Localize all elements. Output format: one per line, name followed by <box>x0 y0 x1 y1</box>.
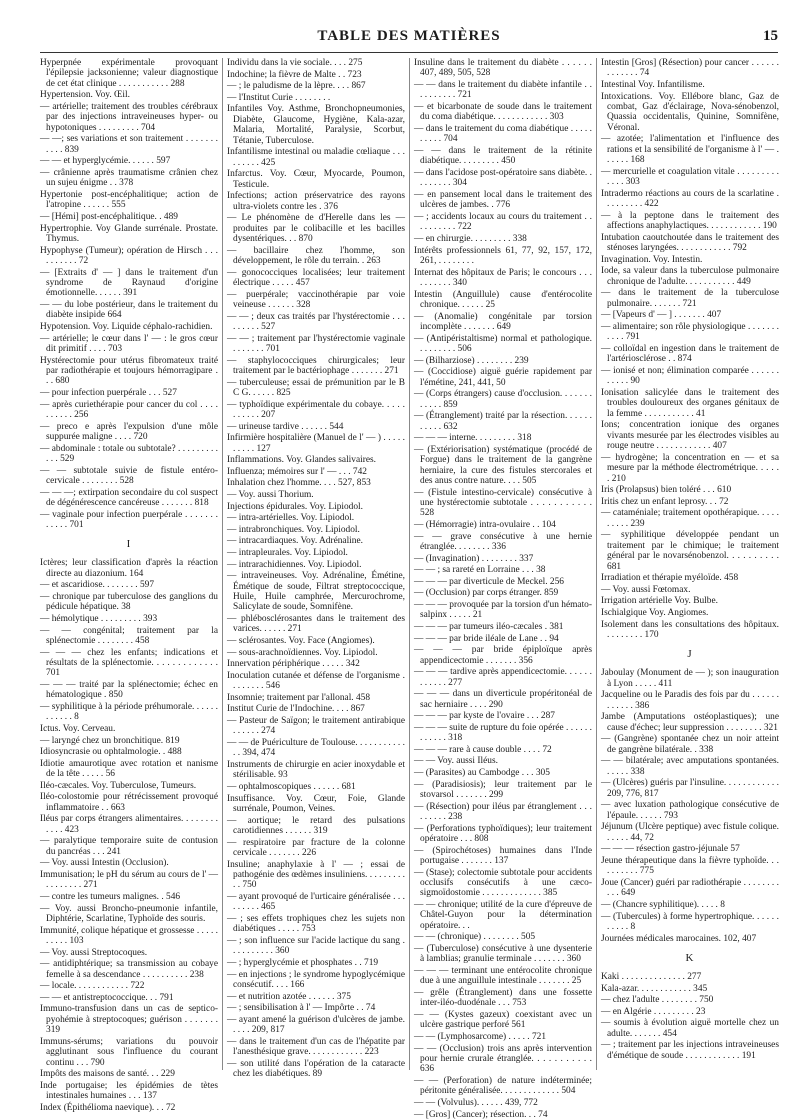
index-entry: Institut Curie de l'Indochine. . . . 867 <box>227 704 365 715</box>
index-entry: Inflammations. Voy. Glandes salivaires. <box>227 455 377 466</box>
index-entry: — artérielle; traitement des troubles cérébraux par des injections intraveineuses hyper- ou hypotoniques . . . . . . . . . 704 <box>40 102 218 133</box>
index-entry: Index (Épithélioma naevique). . . 72 <box>40 1102 176 1113</box>
index-entry: Inde portugaise; les épidémies de tètes intestinales humaines . . . 137 <box>40 1080 218 1102</box>
index-entry: Jacqueline ou le Paradis des fois par du . . . . . . . . . . . . 386 <box>601 690 779 711</box>
index-entry: — soumis à évolution aiguë mortelle chez un adulte. . . . . . . 454 <box>601 1018 779 1039</box>
index-entry: — paralytique temporaire suite de contusion du pancréas . . . 241 <box>40 836 218 857</box>
index-entry: — Pasteur de Saïgon; le traitement antirabique . . . . . . 274 <box>227 715 405 737</box>
index-entry: Idiotie amaurotique avec rotation et nanisme de la tête . . . . . 56 <box>40 758 218 780</box>
index-entry: Influenza; mémoires sur l' — . . . 742 <box>227 466 367 477</box>
index-entry: — (Tubercules) à forme hypertrophique. . . . . . . . . . . 8 <box>601 911 779 932</box>
index-entry: — (Invagination) . . . . . . . . 337 <box>414 553 534 564</box>
index-entry: Idiosyncrasie ou ophtalmologie. . 488 <box>40 747 182 758</box>
index-entry: Ionisation salicylée dans le traitement des troubles douloureux des organes génitaux de la femme . . . . . . . . . . . 41 <box>601 388 779 419</box>
index-entry: Insomnie; traitement par l'allonal. 458 <box>227 692 371 703</box>
index-entry: — — dans le traitement de la rétinite diabétique. . . . . . . . . 450 <box>414 146 592 167</box>
index-entry: — dans le traitement d'un cas de l'hépatite par l'anesthésique grave. . . . . . . . . . . . 223 <box>227 1036 405 1058</box>
index-entry: Internat des hôpitaux de Paris; le concours . . . . . . . . . . 340 <box>414 267 592 288</box>
index-entry: — — du lobe postérieur, dans le traitement du diabète insipide 664 <box>40 300 218 321</box>
index-entry: — chronique par tuberculose des ganglions du pédicule hépatique. 38 <box>40 592 218 613</box>
index-entry: — (Tuberculose) consécutive à une dysenterie à lamblias; granulie terminale . . . . . . . 360 <box>414 943 592 965</box>
index-entry: — — grave consécutive à une hernie étranglée. . . . . . . . 336 <box>414 531 592 552</box>
index-entry: Ischialgique Voy. Angiomes. <box>601 608 709 618</box>
index-entry: — (Hémorragie) intra-ovulaire . . 104 <box>414 520 556 530</box>
section-letter: J <box>687 648 693 661</box>
index-entry: Ions; concentration ionique des organes vivants mesurée par les électrodes visibles au rouge neutre . . . . . . . . . . . . 407 <box>601 420 779 452</box>
index-entry: — — (Lymphosarcome) . . . . . 721 <box>414 1031 547 1042</box>
index-column-3 <box>414 58 592 1120</box>
index-entry: — — — tardive après appendicectomie. . . . . . . . . . . . 277 <box>414 667 592 688</box>
index-entry: Hypophyse (Tumeur); opération de Hirsch . . . . . . . . . . 72 <box>40 245 218 266</box>
index-entry: — — subtotale suivie de fistule entéro-cervicale . . . . . . . . 528 <box>40 465 218 486</box>
index-entry: — vaginale pour infection puerpérale . . . . . . . . . . . . 701 <box>40 509 218 530</box>
index-entry: — Voy. aussi Fœtomax. <box>601 584 691 595</box>
index-entry: — et ascaridiose. . . . . . . . 597 <box>40 580 155 591</box>
index-entry: Insuline dans le traitement du diabète . . . . . . 407, 489, 505, 528 <box>414 58 592 79</box>
index-entry: — — — provoquée par la torsion d'un hémato-salpinx . . . . . 21 <box>414 599 592 621</box>
index-entry: — dans l'acidose post-opératoire sans diabète. . . . . . . . . 304 <box>414 168 592 189</box>
index-entry: — — — interne. . . . . . . . . 318 <box>414 433 532 444</box>
index-entry: — cataméniale; traitement opothérapique. . . . . . . . . . 239 <box>601 508 779 529</box>
index-entry: — ; sensibilisation à l' — Impôrte . . 74 <box>227 1003 376 1014</box>
index-entry: — intraveineuses. Voy. Adrénaline, Émétine, Émétique de soude, Filtrat streptococcique, Huile, Huile camphrée, Mercurochrome, Salicylate de soude, Somnifène. <box>227 571 405 613</box>
index-entry: — — — chez les enfants; indications et résultats de la splénectomie. . . . . . . . . . . . . 701 <box>40 647 218 679</box>
index-entry: — en injections ; le syndrome hypoglycémique consécutif. . . . 166 <box>227 969 405 990</box>
index-entry: — en Algérie . . . . . . . . . 23 <box>601 1006 706 1017</box>
index-entry: — preco e après l'expulsion d'une môle suppurée maligne . . . . 720 <box>40 421 218 442</box>
index-entry: — typhoïdique expérimentale du cobaye. . . . . . . . . . . 207 <box>227 399 405 420</box>
index-entry: — mercurielle et coagulation vitale . . . . . . . . . . . . . 303 <box>601 166 779 188</box>
index-entry: Infantilisme intestinal ou maladie cœliaque . . . . . . . . . 425 <box>227 147 405 168</box>
index-entry: Irrigation artérielle Voy. Bulbe. <box>601 596 718 607</box>
index-entry: Invagination. Voy. Intestin. <box>601 254 703 265</box>
index-entry: Iléus par corps étrangers alimentaires. . . . . . . . . . . . 423 <box>40 814 218 835</box>
index-entry: — — ; sa rareté en Lorraine . . . 38 <box>414 565 546 576</box>
index-entry: — sous-arachnoïdiennes. Voy. Lipiodol. <box>227 647 378 658</box>
index-entry: Inoculation cutanée et défense de l'organisme . . . . . . . . 546 <box>227 670 405 692</box>
index-entry: — — ; deux cas traités par l'hystérectomie . . . . . . . . . 527 <box>227 311 405 332</box>
index-entry: — puerpérale; vaccinothérapie par voie veineuse . . . . . . 328 <box>227 289 405 310</box>
index-entry: — ophtalmoscopiques . . . . . . 681 <box>227 781 356 792</box>
index-entry: — — ; traitement par l'hystérectomie vaginale . . . . . . . 701 <box>227 333 405 354</box>
index-entry: Kala-azar. . . . . . . . . . . . 345 <box>601 983 708 994</box>
index-entry: Instruments de chirurgie en acier inoxydable et stérilisable. 93 <box>227 759 405 781</box>
index-entry: — staphylococciques chirurgicales; leur traitement par le bactériophage . . . . . . . 271 <box>227 355 405 376</box>
index-entry: — syphilitique à la période préhumorale. . . . . . . . . . . . 8 <box>40 702 218 723</box>
index-entry: — — — par bride iléale de Lane . . 94 <box>414 633 559 644</box>
index-entry: Iode, sa valeur dans la tuberculose pulmonaire chronique de l'adulte. . . . . . . . . . . 449 <box>601 266 779 287</box>
index-entry: Jéjunum (Ulcère peptique) avec fistule colique. . . . . . 44, 72 <box>601 822 779 843</box>
index-entry: Hypertension. Voy. Œil. <box>40 90 130 101</box>
index-entry: Insuffisance. Voy. Cœur, Foie, Glande surrénale, Poumon, Veines. <box>227 793 405 814</box>
index-entry: — — de Puériculture de Toulouse. . . . . . . . . . . . . 394, 474 <box>227 737 405 759</box>
index-entry: — ayant provoqué de l'urticaire généralisée . . . . . . . . . 465 <box>227 891 405 913</box>
index-entry: Intérêts professionnels 61, 77, 92, 157, 172, 261, . . . . . . . . <box>414 245 592 266</box>
index-entry: Ictus. Voy. Cerveau. <box>40 724 116 734</box>
index-entry: — artérielle; le cœur dans l' — : le gros cœur dit primitif . . . . 703 <box>40 333 218 354</box>
index-entry: Immunisation; le pH du sérum au cours de l' — . . . . . . . . 271 <box>40 869 218 891</box>
index-entry: Iléo-colostomie pour rétrécissement provoqué inflammatoire . . 663 <box>40 792 218 813</box>
index-entry: — — —; extirpation secondaire du col suspect de dégénérescence cancéreuse . . . . . . . 818 <box>40 487 218 508</box>
index-column-2 <box>227 58 405 1080</box>
index-entry: — (Perforations typhoïdiques); leur traitement opératoire . . . 808 <box>414 823 592 844</box>
index-entry: — — (Perforation) de nature indéterminée; péritonite généralisée. . . . . . . . . . . . . 504 <box>414 1075 592 1097</box>
index-entry: Infarctus. Voy. Cœur, Myocarde, Poumon, Testicule. <box>227 169 405 190</box>
index-entry: — Voy. aussi Streptocoques. <box>40 947 148 958</box>
index-entry: — ; traitement par les injections intraveineuses d'émétique de soude . . . . . . . . . . . . 191 <box>601 1040 779 1061</box>
index-entry: Intubation caoutchoutée dans le traitement des sténoses laryngées. . . . . . . . . . . . 792 <box>601 232 779 254</box>
index-entry: — ; son influence sur l'acide lactique du sang . . . . . . . . . . 360 <box>227 935 405 957</box>
index-entry: — (Stase); colectomie subtotale pour accidents occlusifs consécutifs à une cæco-sigmoïdostomie . . . . . . . . . . . . . 385 <box>414 867 592 899</box>
section-letter: K <box>685 952 695 964</box>
index-entry: Hypertrophie. Voy Glande surrénale. Prostate. Thymus. <box>40 223 218 244</box>
index-column-4 <box>601 58 779 1070</box>
index-entry: — —; ses variations et son traitement . . . . . . . . . . . 839 <box>40 134 218 155</box>
index-entry: Indochine; la fièvre de Malte . . 723 <box>227 69 362 80</box>
index-entry: Hypotension. Voy. Liquide céphalo-rachidien. <box>40 322 213 332</box>
index-entry: — (Bilharziose) . . . . . . . . 239 <box>414 355 529 366</box>
index-entry: — (Coccidiose) aiguë guérie rapidement par l'émétine, 241, 441, 50 <box>414 367 592 388</box>
index-entry: — (Extériorisation) systématique (procédé de Forgue) dans le traitement de la gangrène herniaire, la cure des fistules stercorales et des anus contre nature. . . . 505 <box>414 444 592 486</box>
index-entry: Immuno-transfusion dans un cas de septico-pyohémie à streptocoques; guérison . . . . . . . 319 <box>40 1004 218 1036</box>
index-entry: Ictères; leur classification d'après la réaction directe au diazonium. 164 <box>40 558 218 579</box>
index-entry: — (Étranglement) traité par la résection. . . . . . . . . . . 632 <box>414 411 592 432</box>
index-entry: — — dans le traitement du diabète infantile . . . . . . . . . . 721 <box>414 80 592 101</box>
index-entry: — sclérosantes. Voy. Face (Angiomes). <box>227 635 375 646</box>
index-entry: Immuns-sérums; variations du pouvoir agglutinant sous l'influence du courant continu . . . 790 <box>40 1036 218 1068</box>
index-entry: — syphilitique développée pendant un traitement par le chimique; le traitement général par le novarsénobenzol. . . . . . . . . . 681 <box>601 530 779 572</box>
index-entry: — — et antistreptococcique. . . 791 <box>40 992 174 1003</box>
index-entry: — ionisé et non; élimination comparée . . . . . . . . . . . 90 <box>601 366 779 387</box>
index-column-1 <box>40 58 218 1113</box>
index-entry: — Voy. aussi Intestin (Occlusion). <box>40 858 169 869</box>
index-entry: — ; le paludisme de la lèpre. . . . 867 <box>227 81 366 92</box>
index-entry: — intrarachidiennes. Voy. Lipiodol. <box>227 559 362 570</box>
index-entry: — ; ses effets trophiques chez les sujets non diabétiques . . . . . 753 <box>227 913 405 935</box>
index-entry: — intrabronchiques. Voy. Lipiodol. <box>227 524 360 535</box>
index-entry: — — — dans un diverticule propéritonéal de sac herniaire . . . . 290 <box>414 689 592 710</box>
index-entry: — — — traité par la splénectomie; échec en hématologique . 850 <box>40 680 218 701</box>
index-entry: — (Paradisiosis); leur traitement par le stovarsol . . . . . . . 299 <box>414 779 592 800</box>
index-entry: Iritis chez un enfant leprosy. . . 72 <box>601 496 729 507</box>
index-entry: — chez l'adulte . . . . . . . . 750 <box>601 995 714 1006</box>
index-entry: — l'Institut Curie . . . . . . . . <box>227 92 331 103</box>
index-entry: — aortique; le retard des pulsations carotidiennes . . . . . . 319 <box>227 815 405 836</box>
index-entry: — (Résection) pour iléus par étranglement . . . . . . . . . 238 <box>414 801 592 822</box>
index-entry: Inhalation chez l'homme. . . . 527, 853 <box>227 478 371 489</box>
index-entry: — et nutrition azotée . . . . . . 375 <box>227 991 351 1002</box>
index-entry: — (Chancre syphilitique). . . . . 8 <box>601 900 725 910</box>
index-entry: — — — par diverticule de Meckel. 256 <box>414 576 564 587</box>
index-entry: — colloïdal en ingestion dans le traitement de l'artériosclérose . . 874 <box>601 344 779 365</box>
index-entry: — — — par tumeurs iléo-cæcales . 381 <box>414 621 564 632</box>
index-entry: Injections épidurales. Voy. Lipiodol. <box>227 501 364 512</box>
index-entry: — [Gros] (Cancer); résection. . . 74 <box>414 1109 548 1120</box>
index-entry: — azotée; l'alimentation et l'influence des rations et la sensibilité de l'organisme à l' — . . . . . . 168 <box>601 134 779 166</box>
index-entry: — pour infection puerpérale . . . 527 <box>40 388 177 398</box>
index-entry: Infirmière hospitalière (Manuel de l' — ) . . . . . . . . . . 127 <box>227 433 405 454</box>
index-entry: Iléo-cæcales. Voy. Tuberculose, Tumeurs. <box>40 780 197 791</box>
index-columns <box>40 58 780 1120</box>
index-entry: — (Anomalie) congénitale par torsion incomplète . . . . . . . 649 <box>414 311 592 332</box>
index-entry: Insuline; anaphylaxie à l' — ; essai de pathogénie des œdèmes insuliniens. . . . . . . . . . . 750 <box>227 859 405 891</box>
index-entry: Intradermo réactions au cours de la scarlatine . . . . . . . . . 422 <box>601 188 779 210</box>
index-entry: — après curiethérapie pour cancer du col . . . . . . . . . . 256 <box>40 399 218 420</box>
index-entry: Hystérectomie pour utérus fibromateux traité par radiothérapie et toujours hémorragipare . . . 680 <box>40 355 218 387</box>
index-entry: — (Ulcères) guéris par l'insuline. . . . . . . . . . . . 209, 776, 817 <box>601 778 779 799</box>
index-entry: — — (Kystes gazeux) coexistant avec un ulcère gastrique perforé 561 <box>414 1009 592 1031</box>
index-entry: — (Fistule intestino-cervicale) consécutive à une hystérectomie subtotale . . . . . . . . . . . 528 <box>414 487 592 519</box>
page-title: TABLE DES MATIÈRES <box>317 28 501 44</box>
index-entry: — intracardiaques. Voy. Adrénaline. <box>227 536 363 547</box>
index-entry: Jambe (Amputations ostéoplastiques); une cause d'échec; leur suppression . . . . . . . . 321 <box>601 712 779 733</box>
index-entry: — — — terminant une entérocolite chronique due à une anguillule intestinale . . . . . . . 25 <box>414 965 592 987</box>
index-entry: Intestin (Anguillule) cause d'entérocolite chronique. . . . . . 25 <box>414 289 592 310</box>
index-entry: Journées médicales marocaines. 102, 407 <box>601 933 757 944</box>
index-entry: — bacillaire chez l'homme, son développement, le rôle du terrain. . 263 <box>227 245 405 266</box>
index-entry: — (Antipéristaltisme) normal et pathologique. . . . . . . . . 506 <box>414 333 592 354</box>
index-entry: Hyperpnée expérimentale provoquant l'épilepsie jacksonienne; valeur diagnostique de cet état clinique . . . . . . . . . . . 288 <box>40 58 218 89</box>
index-entry: Innervation périphérique . . . . . 342 <box>227 659 360 670</box>
index-entry: — [Hémi] post-encéphalitique. . 489 <box>40 212 178 222</box>
index-entry: — (Gangrène) spontanée chez un noir atteint de gangrène bilatérale. . 338 <box>601 734 779 755</box>
index-entry: — antidiphtérique; sa transmission au cobaye femelle à sa descendance . . . . . . . . . . 238 <box>40 959 218 980</box>
index-entry: — — — rare à cause double . . . . 72 <box>414 744 552 755</box>
index-entry: Joue (Cancer) guéri par radiothérapie . . . . . . . . . . . 649 <box>601 878 779 899</box>
index-entry: — — chronique; utilité de la cure d'épreuve de Châtel-Guyon pour la détermination opératoire. . . <box>414 899 592 931</box>
index-entry: — ; hyperglycémie et phosphates . . 719 <box>227 957 379 968</box>
index-entry: — à la peptone dans le traitement des affections anaphylactiques. . . . . . . . . . . . 190 <box>601 210 779 232</box>
index-entry: — son utilité dans l'opération de la cataracte chez les diabétiques. 89 <box>227 1058 405 1080</box>
index-entry: — ayant amené la guérison d'ulcères de jambe. . . . . 209, 817 <box>227 1014 405 1036</box>
index-entry: — (Occlusion) par corps étranger. 859 <box>414 588 559 599</box>
index-entry: — Voy. aussi Thorium. <box>227 489 314 500</box>
index-entry: — — — résection gastro-jéjunale 57 <box>601 844 740 855</box>
index-entry: — hémolytique . . . . . . . . . 393 <box>40 614 158 624</box>
index-entry: — dans le traitement de la tuberculose pulmonaire. . . . . . . 721 <box>601 288 779 309</box>
index-entry: Jaboulay (Monument de — ); son inauguration à Lyon . . . . . 411 <box>601 668 779 689</box>
index-entry: — — (Occlusion) trois ans après intervention pour hernie crurale étranglée. . . . . . . . . . . 636 <box>414 1043 592 1075</box>
index-entry: — abdominale : totale ou subtotale? . . . . . . . . . . . . 529 <box>40 443 218 464</box>
index-entry: — dans le traitement du coma diabétique . . . . . . . . . . 704 <box>414 124 592 145</box>
index-entry: — — et hyperglycémie. . . . . . 597 <box>40 156 171 167</box>
index-entry: — contre les tumeurs malignes. . 546 <box>40 891 181 902</box>
index-entry: — — — suite de rupture du foie opérée . . . . . . . . . . . . 318 <box>414 722 592 744</box>
page-number: 15 <box>763 28 778 44</box>
index-entry: Infections; action préservatrice des rayons ultra-violets contre les . 376 <box>227 191 405 212</box>
index-entry: — avec luxation pathologique consécutive de l'épaule. . . . . . 793 <box>601 800 779 821</box>
index-entry: — grêle (Étranglement) dans une fossette inter-iléo-duodénale . . . 753 <box>414 987 592 1009</box>
index-entry: — alimentaire; son rôle physiologique . . . . . . . . . . . 791 <box>601 322 779 343</box>
index-entry: — — (Volvulus). . . . . . 439, 772 <box>414 1097 538 1108</box>
index-entry: Isolement dans les consultations des hôpitaux. . . . . . . . . 170 <box>601 619 779 640</box>
index-entry: — (Spirochétoses) humaines dans l'Inde portugaise . . . . . . . 137 <box>414 845 592 866</box>
index-entry: — et bicarbonate de soude dans le traitement du coma diabétique. . . . . . . . . . . . 303 <box>414 102 592 123</box>
index-entry: — — congénital; traitement par la splénectomie . . . . . . . . 458 <box>40 625 218 646</box>
index-entry: — en chirurgie. . . . . . . . . 338 <box>414 234 527 244</box>
index-entry: — hydrogène; la concentration en — et sa mesure par la méthode électrométrique. . . . . . 210 <box>601 452 779 484</box>
index-entry: — — Voy. aussi Iléus. <box>414 756 498 767</box>
index-entry: Hypertonie post-encéphalitique; action de l'atropine . . . . . . 555 <box>40 190 218 211</box>
index-entry: — [Vapeurs d' — ] . . . . . . . 407 <box>601 310 722 321</box>
index-entry: Intestinal Voy. Infantilisme. <box>601 80 705 90</box>
index-entry: — en pansement local dans le traitement des ulcères de jambes. . 776 <box>414 190 592 211</box>
index-entry: Immunité, colique hépatique et grossesse . . . . . . . . . . 103 <box>40 925 218 946</box>
section-letter: I <box>126 538 132 551</box>
index-entry: Iris (Prolapsus) bien toléré . . . 610 <box>601 485 732 496</box>
index-entry: — — — par bride épiploïque après appendicectomie . . . . . . . 356 <box>414 645 592 666</box>
index-entry: — tuberculeuse; essai de prémunition par le B C G. . . . . . 825 <box>227 377 405 398</box>
index-entry: — laryngé chez un bronchitique. 819 <box>40 735 180 746</box>
index-entry: — (Parasites) au Cambodge . . . 305 <box>414 767 550 778</box>
index-entry: Intoxications. Voy. Ellébore blanc, Gaz de combat, Gaz d'éclairage, Nova-sénobenzol, Quassia occidentalis, Quinine, Somnifène, Véronal. <box>601 91 779 133</box>
index-entry: Infantiles Voy. Asthme, Bronchopneumonies, Diabète, Glaucome, Hygiène, Kala-azar, Malaria, Mortalité, Paralysie, Scorbut, Tétanie, Tuberculose. <box>227 104 405 146</box>
index-entry: — Le phénomène de d'Herelle dans les — produites par le colibacille et les bacilles dysentériques. . . 870 <box>227 213 405 244</box>
index-entry: — phlébosclérosantes dans le traitement des varices. . . . . . 271 <box>227 613 405 635</box>
index-entry: Intestin [Gros] (Résection) pour cancer . . . . . . . . . . . . . 74 <box>601 58 779 79</box>
index-entry: — Voy. aussi Broncho-pneumonie infantile, Diphtérie, Scarlatine, Typhoïde des souris. <box>40 903 218 924</box>
index-entry: Irradiation et thérapie myéloïde. 458 <box>601 573 739 584</box>
index-entry: Individu dans la vie sociale. . . . 275 <box>227 58 363 68</box>
index-entry: — respiratoire par fracture de la colonne cervicale . . . . . . . 226 <box>227 837 405 858</box>
index-entry: Jeune thérapeutique dans la fièvre typhoïde. . . . . . . . . . 775 <box>601 856 779 877</box>
index-entry: — — (chronique) . . . . . . . . 505 <box>414 932 536 943</box>
header-rule <box>40 52 778 53</box>
index-entry: — — bilatérale; avec amputations spontanées. . . . . . 338 <box>601 756 779 777</box>
index-entry: — crânienne après traumatisme crânien chez un sujeu énigme . . 378 <box>40 168 218 189</box>
index-entry: — intra-artérielles. Voy. Lipiodol. <box>227 513 355 524</box>
page-header <box>40 28 778 50</box>
index-entry: Kaki . . . . . . . . . . . . . . 277 <box>601 972 702 982</box>
index-entry: — ; accidents locaux au cours du traitement . . . . . . . . . . 722 <box>414 212 592 233</box>
index-entry: — [Extraits d' — ] dans le traitement d'un syndrome de Raynaud d'origine émotionnelle. . . . . . 391 <box>40 267 218 299</box>
index-entry: — — — par kyste de l'ovaire . . . 287 <box>414 711 555 722</box>
index-entry: Impôts des maisons de santé. . . 229 <box>40 1069 175 1080</box>
index-entry: — intrapleurales. Voy. Lipiodol. <box>227 547 348 558</box>
index-entry: — urineuse tardive . . . . . . 544 <box>227 421 344 432</box>
index-entry: — (Corps étrangers) cause d'occlusion. . . . . . . . . . . . 859 <box>414 389 592 410</box>
index-entry: — gonococciques localisées; leur traitement électrique . . . . . 457 <box>227 267 405 288</box>
index-entry: — locale. . . . . . . . . . . . 722 <box>40 981 145 992</box>
